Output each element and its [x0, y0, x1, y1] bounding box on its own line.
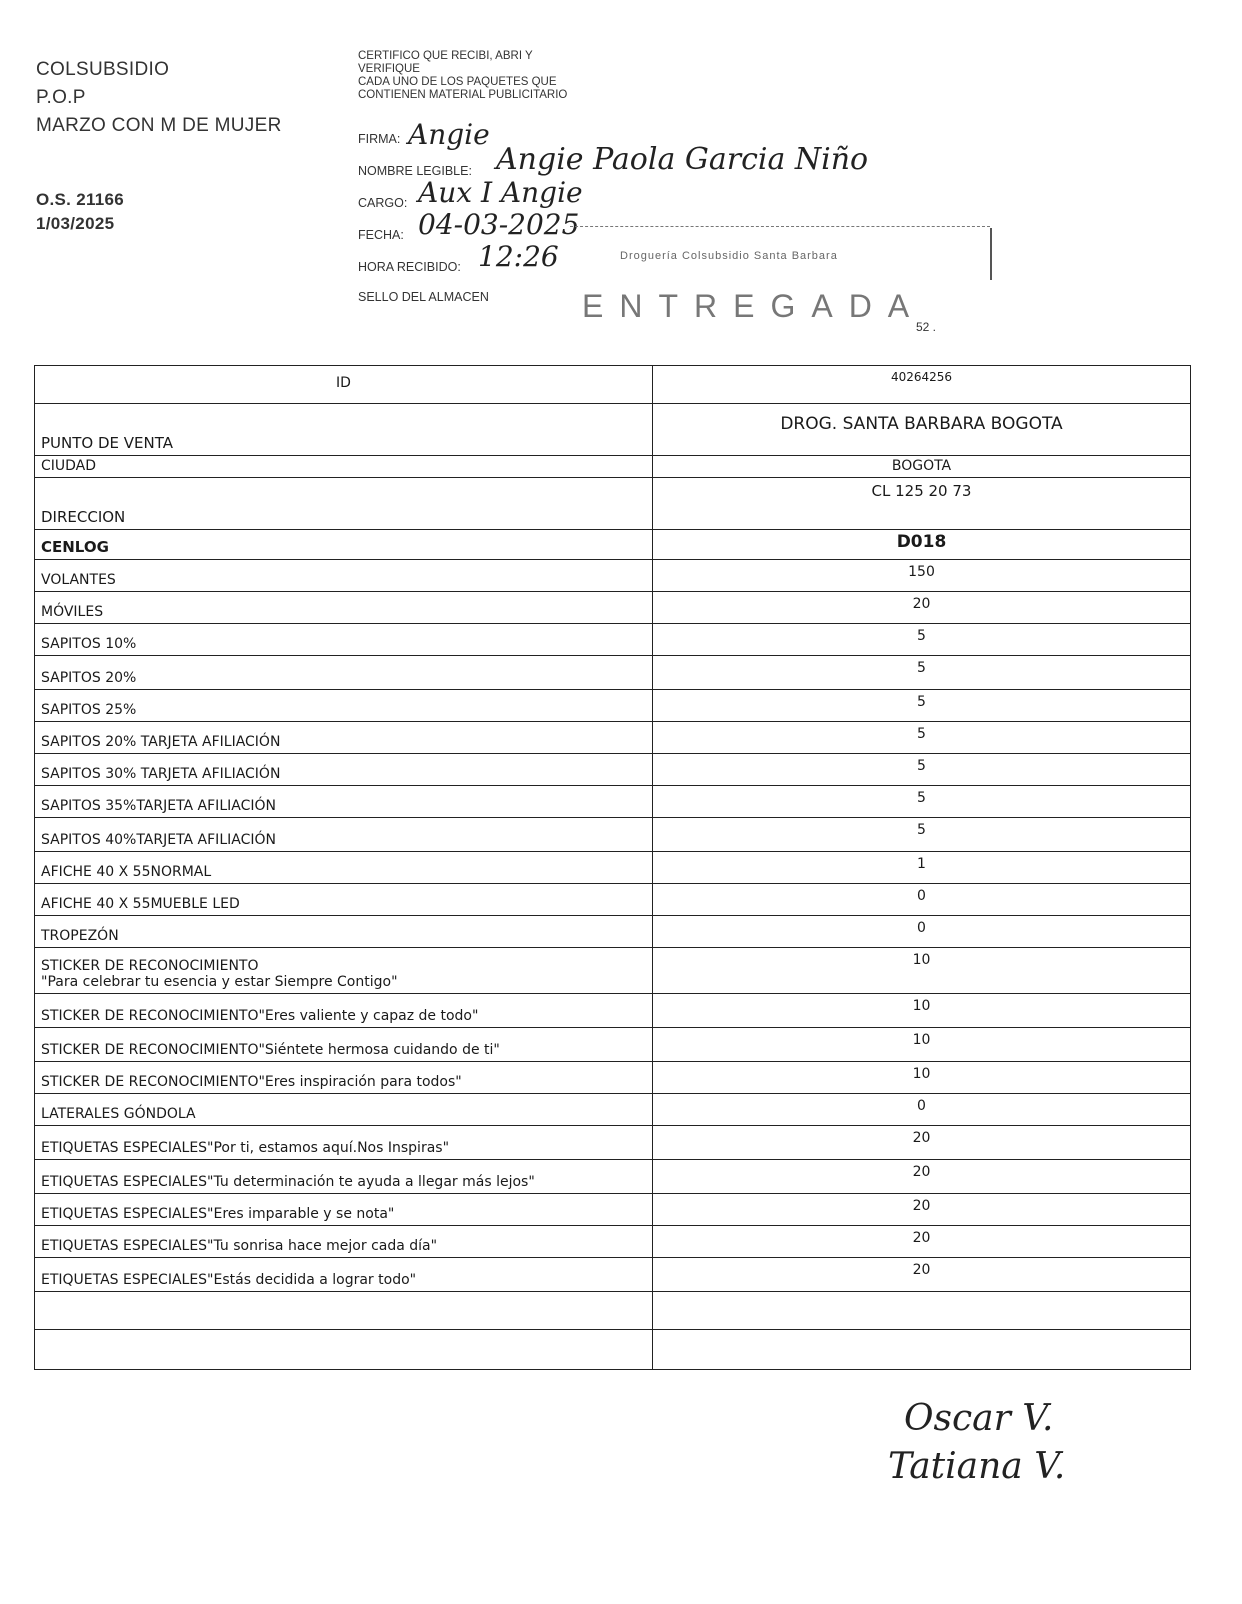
row-label: ETIQUETAS ESPECIALES"Tu determinación te ayuda a llegar más lejos" — [35, 1160, 653, 1194]
row-value: 20 — [653, 1226, 1191, 1258]
row-label: STICKER DE RECONOCIMIENTO"Eres valiente y capaz de todo" — [35, 994, 653, 1028]
row-value: BOGOTA — [653, 456, 1191, 478]
table-row — [35, 456, 1191, 478]
table-row — [35, 690, 1191, 722]
row-label: SAPITOS 30% TARJETA AFILIACIÓN — [35, 754, 653, 786]
row-value: 5 — [653, 690, 1191, 722]
row-label: CIUDAD — [35, 456, 653, 478]
row-value — [653, 1330, 1191, 1370]
table-row — [35, 1094, 1191, 1126]
order-number: O.S. 21166 — [36, 190, 125, 209]
table-row — [35, 560, 1191, 592]
row-value: 20 — [653, 1194, 1191, 1226]
row-value: 10 — [653, 1028, 1191, 1062]
table-row — [35, 624, 1191, 656]
firma-label: FIRMA: — [358, 132, 401, 146]
row-value: 0 — [653, 916, 1191, 948]
table-row — [35, 1028, 1191, 1062]
stamp-number: 52 . — [916, 320, 937, 334]
row-value: 5 — [653, 722, 1191, 754]
order-date: 1/03/2025 — [36, 214, 115, 233]
hora-label: HORA RECIBIDO: — [358, 260, 461, 274]
table-row — [35, 722, 1191, 754]
fecha-label: FECHA: — [358, 228, 404, 242]
material-table-body — [35, 366, 1191, 1370]
row-value: 0 — [653, 884, 1191, 916]
row-label: MÓVILES — [35, 592, 653, 624]
header-left — [36, 56, 282, 236]
row-label — [35, 1330, 653, 1370]
table-row — [35, 530, 1191, 560]
nombre-label: NOMBRE LEGIBLE: — [358, 164, 472, 178]
row-label: SAPITOS 10% — [35, 624, 653, 656]
table-row — [35, 1194, 1191, 1226]
row-label: SAPITOS 20% TARJETA AFILIACIÓN — [35, 722, 653, 754]
row-value: 10 — [653, 1062, 1191, 1094]
table-row — [35, 786, 1191, 818]
row-label: ETIQUETAS ESPECIALES"Por ti, estamos aquí.Nos Inspiras" — [35, 1126, 653, 1160]
stamp-status: ENTREGADA — [582, 288, 926, 324]
table-row — [35, 754, 1191, 786]
row-value: 20 — [653, 1126, 1191, 1160]
row-label: STICKER DE RECONOCIMIENTO "Para celebrar tu esencia y estar Siempre Contigo" — [35, 948, 653, 994]
row-value: 1 — [653, 852, 1191, 884]
row-value: 5 — [653, 786, 1191, 818]
row-label — [35, 1292, 653, 1330]
row-label: STICKER DE RECONOCIMIENTO"Eres inspiración para todos" — [35, 1062, 653, 1094]
hora-value: 12:26 — [478, 240, 559, 273]
row-value: 150 — [653, 560, 1191, 592]
table-row — [35, 818, 1191, 852]
sello-label: SELLO DEL ALMACEN — [358, 290, 489, 304]
row-label: ETIQUETAS ESPECIALES"Estás decidida a lograr todo" — [35, 1258, 653, 1292]
table-row — [35, 592, 1191, 624]
stamp-store-name: Droguería Colsubsidio Santa Barbara — [620, 250, 838, 262]
row-label: LATERALES GÓNDOLA — [35, 1094, 653, 1126]
cargo-value: Aux I Angie — [418, 176, 583, 209]
table-row — [35, 404, 1191, 456]
row-value: CL 125 20 73 — [653, 478, 1191, 530]
table-row — [35, 1258, 1191, 1292]
signature-tatiana: Tatiana V. — [888, 1446, 1066, 1487]
row-label: CENLOG — [35, 530, 653, 560]
row-label: TROPEZÓN — [35, 916, 653, 948]
row-value: 20 — [653, 1160, 1191, 1194]
row-value: 10 — [653, 994, 1191, 1028]
table-row — [35, 948, 1191, 994]
row-value: 40264256 — [653, 366, 1191, 404]
row-label: SAPITOS 40%TARJETA AFILIACIÓN — [35, 818, 653, 852]
row-value: 20 — [653, 592, 1191, 624]
stamp-border — [570, 226, 990, 227]
material-table — [34, 365, 1191, 1370]
row-value — [653, 1292, 1191, 1330]
table-row — [35, 1126, 1191, 1160]
row-label: ID — [35, 366, 653, 404]
row-value: 10 — [653, 948, 1191, 994]
table-row — [35, 1160, 1191, 1194]
table-row — [35, 916, 1191, 948]
row-label: PUNTO DE VENTA — [35, 404, 653, 456]
table-row — [35, 1062, 1191, 1094]
row-value: 5 — [653, 818, 1191, 852]
campaign-name: MARZO CON M DE MUJER — [36, 115, 282, 136]
row-label: ETIQUETAS ESPECIALES"Eres imparable y se nota" — [35, 1194, 653, 1226]
table-row — [35, 478, 1191, 530]
table-row — [35, 1330, 1191, 1370]
table-row — [35, 366, 1191, 404]
table-row — [35, 656, 1191, 690]
row-label: ETIQUETAS ESPECIALES"Tu sonrisa hace mejor cada día" — [35, 1226, 653, 1258]
signature-oscar: Oscar V. — [904, 1398, 1054, 1439]
cargo-label: CARGO: — [358, 196, 408, 210]
row-label: VOLANTES — [35, 560, 653, 592]
row-label: SAPITOS 20% — [35, 656, 653, 690]
table-row — [35, 1292, 1191, 1330]
company-name: COLSUBSIDIO — [36, 59, 170, 80]
table-row — [35, 884, 1191, 916]
row-value: D018 — [653, 530, 1191, 560]
row-label: AFICHE 40 X 55NORMAL — [35, 852, 653, 884]
row-value: 5 — [653, 656, 1191, 690]
row-value: 5 — [653, 754, 1191, 786]
row-value: DROG. SANTA BARBARA BOGOTA — [653, 404, 1191, 456]
category: P.O.P — [36, 87, 86, 108]
row-label: DIRECCION — [35, 478, 653, 530]
fecha-value: 04-03-2025 — [418, 208, 580, 241]
row-value: 0 — [653, 1094, 1191, 1126]
row-label: SAPITOS 25% — [35, 690, 653, 722]
stamp-border-side — [990, 228, 992, 280]
table-row — [35, 1226, 1191, 1258]
row-label: STICKER DE RECONOCIMIENTO"Siéntete hermosa cuidando de ti" — [35, 1028, 653, 1062]
firma-signature: Angie — [408, 118, 490, 151]
nombre-value: Angie Paola Garcia Niño — [496, 142, 869, 177]
row-label: AFICHE 40 X 55MUEBLE LED — [35, 884, 653, 916]
row-value: 20 — [653, 1258, 1191, 1292]
table-row — [35, 852, 1191, 884]
certificate-text: CERTIFICO QUE RECIBI, ABRI Y VERIFIQUE CADA UNO DE LOS PAQUETES QUE CONTIENEN MATERIAL PUBLICITARIO — [358, 50, 568, 101]
row-label: SAPITOS 35%TARJETA AFILIACIÓN — [35, 786, 653, 818]
row-value: 5 — [653, 624, 1191, 656]
table-row — [35, 994, 1191, 1028]
